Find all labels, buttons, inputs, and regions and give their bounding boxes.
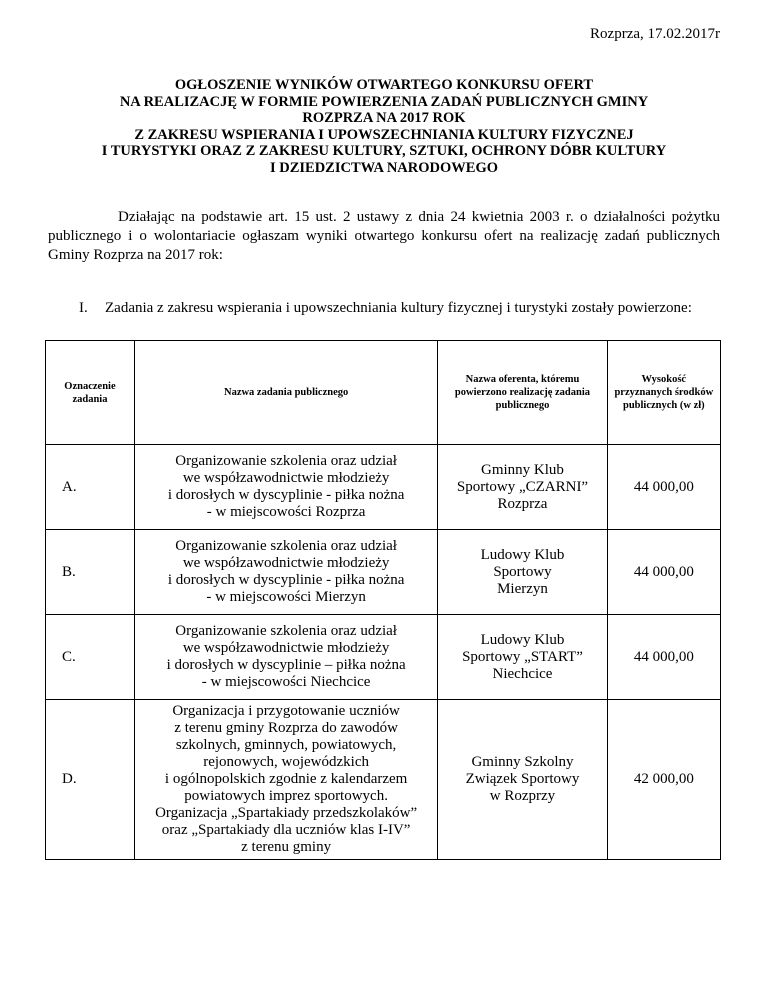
table-row [46, 615, 721, 700]
header-amount: Wysokość przyznanych środków publicznych (w zł) [607, 341, 720, 445]
table-row [46, 700, 721, 860]
task-name: Organizowanie szkolenia oraz udział we współzawodnictwie młodzieży i dorosłych w dyscyplinie – piłka nożna - w miejscowości Niechcice [134, 615, 437, 700]
task-amount: 42 000,00 [607, 700, 720, 860]
document-date: Rozprza, 17.02.2017r [590, 26, 720, 42]
section-text: Zadania z zakresu wspierania i upowszechniania kultury fizycznej i turystyki zostały powierzone: [105, 300, 692, 316]
table-header-row [46, 341, 721, 445]
intro-paragraph: Działając na podstawie art. 15 ust. 2 ustawy z dnia 24 kwietnia 2003 r. o działalności pożytku publicznego i o wolontariacie ogłaszam wyniki otwartego konkursu ofert na realizację zadań publicznych Gminy Rozprza na 2017 rok: [48, 209, 720, 263]
task-amount: 44 000,00 [607, 530, 720, 615]
header-task-code: Oznaczenie zadania [46, 341, 135, 445]
task-code: D. [46, 700, 135, 860]
task-name: Organizacja i przygotowanie uczniów z terenu gminy Rozprza do zawodów szkolnych, gminnych, powiatowych, rejonowych, wojewódzkich i ogólnopolskich zgodnie z kalendarzem powiatowych imprez sportowych. Organizacja „Spartakiady przedszkolaków” oraz „Spartakiady dla uczniów klas I-IV” z terenu gminy [134, 700, 437, 860]
task-code: B. [46, 530, 135, 615]
document-title: OGŁOSZENIE WYNIKÓW OTWARTEGO KONKURSU OFERT NA REALIZACJĘ W FORMIE POWIERZENIA ZADAŃ PUBLICZNYCH GMINY ROZPRZA NA 2017 ROK Z ZAKRESU WSPIERANIA I UPOWSZECHNIANIA KULTURY FIZYCZNEJ I TURYSTYKI ORAZ Z ZAKRESU KULTURY, SZTUKI, OCHRONY DÓBR KULTURY I DZIEDZICTWA NARODOWEGO [101, 77, 667, 176]
task-amount: 44 000,00 [607, 445, 720, 530]
task-offeror: Gminny Szkolny Związek Sportowy w Rozprzy [438, 700, 607, 860]
header-task-name: Nazwa zadania publicznego [134, 341, 437, 445]
section-number: I. [79, 300, 88, 316]
table-row [46, 530, 721, 615]
task-code: C. [46, 615, 135, 700]
task-offeror: Gminny Klub Sportowy „CZARNI” Rozprza [438, 445, 607, 530]
task-name: Organizowanie szkolenia oraz udział we współzawodnictwie młodzieży i dorosłych w dyscyplinie - piłka nożna - w miejscowości Mierzyn [134, 530, 437, 615]
task-amount: 44 000,00 [607, 615, 720, 700]
header-offeror: Nazwa oferenta, któremu powierzono realizację zadania publicznego [438, 341, 607, 445]
task-offeror: Ludowy Klub Sportowy Mierzyn [438, 530, 607, 615]
task-code: A. [46, 445, 135, 530]
task-name: Organizowanie szkolenia oraz udział we współzawodnictwie młodzieży i dorosłych w dyscyplinie - piłka nożna - w miejscowości Rozprza [134, 445, 437, 530]
table-row [46, 445, 721, 530]
task-offeror: Ludowy Klub Sportowy „START” Niechcice [438, 615, 607, 700]
tasks-table [45, 340, 721, 860]
section-heading [79, 299, 720, 318]
